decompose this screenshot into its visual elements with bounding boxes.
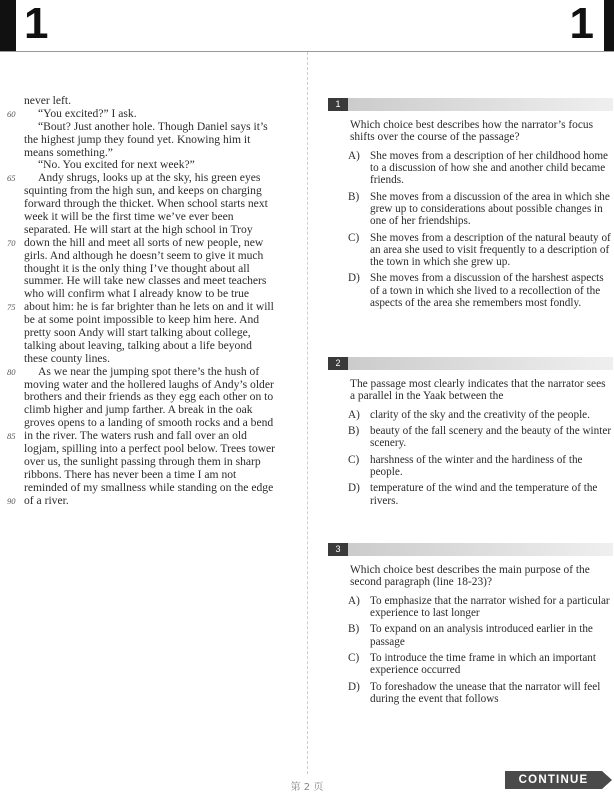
answer-options [348,409,613,507]
question-number-bar [328,357,613,370]
arrow-right-icon [602,771,612,789]
passage-line-text: ribbons. There has never been a time I am not [24,467,237,481]
passage-line-text: week it will be the first time we’ve ever been [24,210,234,224]
option-letter: B) [348,623,360,636]
page-number: 第 2 页 [290,782,324,793]
passage-line-text: girls. And although he doesn’t seem to give it much [24,248,264,262]
line-number: 65 [7,173,16,184]
line-number: 90 [7,495,16,506]
passage-line-text: groves opens to a landing of smooth rocks and a bend [24,416,274,430]
option-letter: A) [348,408,360,421]
answer-option-a[interactable] [348,595,613,620]
passage-line-text: climb higher and jump farther. A break in the oak [24,403,253,417]
passage-line-text: means something.” [24,145,113,159]
column-divider [307,52,308,774]
answer-option-d[interactable] [348,272,613,309]
question-stem: Which choice best describes how the narrator’s focus shifts over the course of the passage? [350,119,594,144]
option-letter: C) [348,453,360,466]
passage-line-text: separated. He will start at the high school in Troy [24,222,253,236]
passage-line-text: over us, the sunlight passing through them in sharp [24,454,261,468]
option-letter: C) [348,652,360,664]
question-3 [328,543,613,709]
answer-option-a[interactable] [348,409,613,421]
question-2 [328,357,613,511]
question-stem: Which choice best describes the main purpose of the second paragraph (line 18-23)? [350,564,590,589]
line-number: 60 [7,108,16,119]
option-letter: D) [348,272,360,285]
option-letter: C) [348,231,360,244]
passage-line-text: of a river. [24,493,69,507]
passage-line-text: thought it is the only thing I’ve thought about all [24,261,250,275]
option-letter: D) [348,482,360,495]
passage-line [7,493,294,508]
option-text: To foreshadow the unease that the narrator will feel during the event that follows [370,680,601,705]
passage-line-text: “You excited?” I ask. [38,106,137,120]
line-number: 70 [7,237,16,248]
passage-line-text: pretty soon Andy will start talking about college, [24,326,251,340]
section-number-left: 1 [24,0,49,48]
option-text: She moves from a discussion of the area in which she grew up to considerations about possible changes in one of her friendships. [370,190,610,228]
header-bar-right [604,0,614,52]
passage-line-text: the highest jump they found yet. Knowing him it [24,132,251,146]
passage-line-text: about him: he is far brighter than he lets on and it will [24,300,274,314]
passage-line-text: “No. You excited for next week?” [38,158,195,172]
answer-option-c[interactable] [348,652,613,677]
question-number-bar [328,98,613,111]
option-text: clarity of the sky and the creativity of the people. [370,408,590,421]
option-text: To emphasize that the narrator wished for a particular experience to last longer [370,594,610,620]
option-text: temperature of the wind and the temperature of the rivers. [370,482,598,507]
section-number-right: 1 [569,0,594,48]
passage-line-text: summer. He will take new classes and meet teachers [24,274,267,288]
passage-line-text: squinting from the high sun, and keeps on charging [24,184,262,198]
option-text: To introduce the time frame in which an important experience occurred [370,652,597,677]
reading-passage [7,94,294,508]
question-number: 1 [328,98,348,111]
answer-option-c[interactable] [348,232,613,269]
passage-line-text: brothers and their friends as they egg each other on to [24,390,274,404]
passage-line-text: forward through the thicket. When school starts next [24,197,268,211]
passage-line-text: “Bout? Just another hole. Though Daniel says it’s [38,119,268,133]
answer-option-b[interactable] [348,191,613,228]
question-1 [328,98,613,313]
answer-option-d[interactable] [348,482,613,507]
question-number: 2 [328,357,348,370]
passage-line-text: who will confirm what I already know to be true [24,287,250,301]
option-letter: B) [348,425,360,438]
passage-line-text: reminded of my smallness while standing on the edge [24,480,274,494]
passage-line-text: moving water and the hollered laughs of Andy’s older [24,377,274,391]
line-number: 75 [7,302,16,313]
option-letter: A) [348,594,360,607]
section-header [0,0,614,52]
passage-line-text: talking about leaving, talking about a life beyond [24,338,252,352]
passage-line-text: these county lines. [24,351,110,365]
passage-line-text: As we near the jumping spot there’s the hush of [38,364,260,378]
option-letter: B) [348,190,360,203]
option-letter: A) [348,149,360,162]
line-number: 85 [7,431,16,442]
option-text: beauty of the fall scenery and the beauty of the winter scenery. [370,425,612,450]
continue-button[interactable] [505,771,614,789]
option-text: harshness of the winter and the hardiness of the people. [370,453,583,478]
question-number-bar [328,543,613,556]
answer-option-c[interactable] [348,454,613,479]
option-text: She moves from a discussion of the harshest aspects of a town in which she lived to a recollection of the aspects of the area she remembers most fondly. [370,272,604,310]
option-text: To expand on an analysis introduced earlier in the passage [370,623,593,648]
continue-label: CONTINUE [505,771,602,789]
answer-option-b[interactable] [348,623,613,648]
answer-option-b[interactable] [348,425,613,450]
answer-option-d[interactable] [348,681,613,706]
passage-line-text: in the river. The waters rush and fall over an old [24,429,247,443]
passage-line-text: be at some point impossible to keep him here. And [24,313,260,327]
answer-options [348,150,613,310]
passage-line-text: down the hill and meet all sorts of new people, new [24,235,264,249]
question-stem: The passage most clearly indicates that the narrator sees a parallel in the Yaak between the [350,378,606,403]
question-number: 3 [328,543,348,556]
passage-line-text: never left. [24,94,71,107]
passage-line-text: Andy shrugs, looks up at the sky, his green eyes [38,171,261,185]
passage-line-text: logjam, spilling into a perfect pool below. Trees tower [24,442,276,456]
line-number: 80 [7,366,16,377]
answer-options [348,595,613,705]
option-text: She moves from a description of her childhood home to a discussion of how she and another child became friends. [370,149,608,187]
answer-option-a[interactable] [348,150,613,187]
header-bar-left [0,0,16,52]
option-letter: D) [348,680,360,693]
option-text: She moves from a description of the natural beauty of an area she used to visit frequently to a description of the town in which she grew up. [370,231,611,269]
